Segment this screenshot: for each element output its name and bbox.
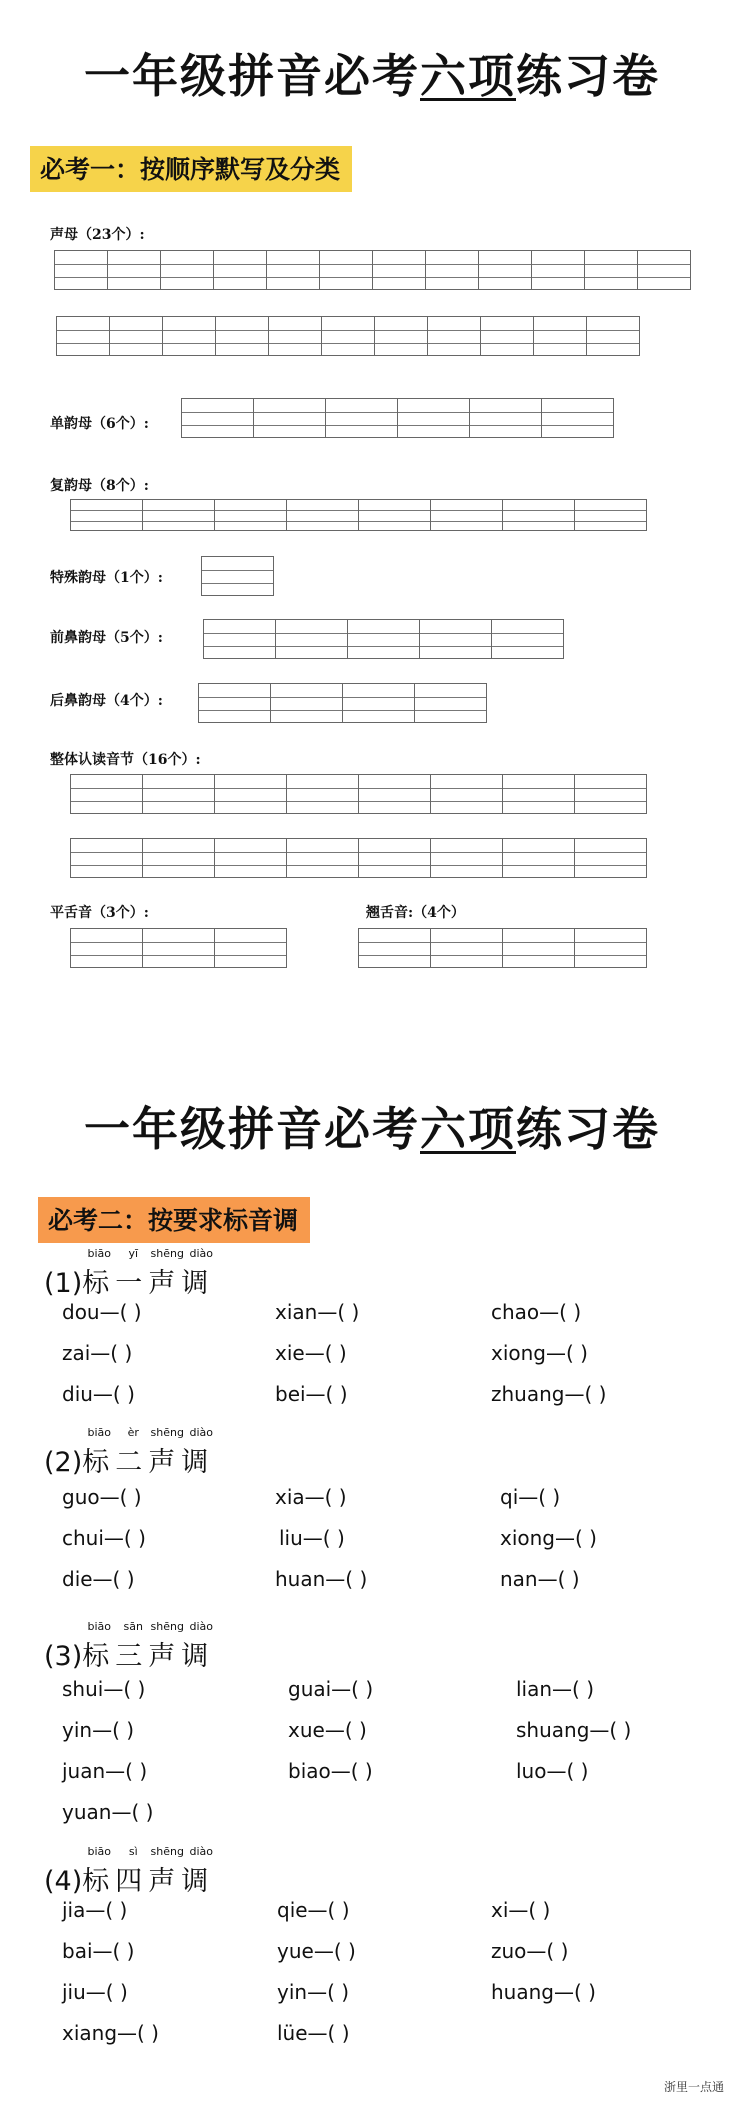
writing-cell[interactable] (142, 928, 215, 968)
tone-item[interactable]: lüe—( ) (277, 2021, 350, 2045)
grid-danyunmu[interactable] (181, 398, 613, 438)
section-number: (2) (44, 1447, 83, 1478)
writing-cell[interactable] (342, 683, 415, 723)
tone-item[interactable]: lian—( ) (516, 1677, 595, 1701)
writing-cell[interactable] (214, 774, 287, 814)
writing-cell[interactable] (214, 838, 287, 878)
tone-item[interactable]: yuan—( ) (62, 1800, 154, 1824)
writing-cell[interactable] (107, 250, 161, 290)
grid-fuyunmu[interactable] (70, 499, 646, 531)
writing-cell[interactable] (270, 683, 343, 723)
label-danyunmu: 单韵母（6个）: (50, 416, 149, 432)
tone-item[interactable]: qi—( ) (500, 1485, 561, 1509)
writing-cell[interactable] (637, 250, 691, 290)
tone-item[interactable]: xia—( ) (275, 1485, 347, 1509)
label-shengmu: 声母（23个）: (50, 227, 145, 243)
section-number: (4) (44, 1866, 83, 1897)
writing-cell[interactable] (198, 683, 271, 723)
label-qianbi: 前鼻韵母（5个）: (50, 630, 163, 646)
writing-cell[interactable] (430, 499, 503, 531)
tone-item[interactable]: qie—( ) (277, 1898, 350, 1922)
writing-cell[interactable] (70, 838, 143, 878)
writing-cell[interactable] (584, 250, 638, 290)
writing-cell[interactable] (142, 838, 215, 878)
writing-cell[interactable] (319, 250, 373, 290)
tone-item[interactable]: zai—( ) (62, 1341, 133, 1365)
pinyin-annotation: biāo èr shēng diào (87, 1426, 213, 1439)
writing-cell[interactable] (142, 774, 215, 814)
footer-watermark: 浙里一点通 (664, 2080, 725, 2094)
tone-item[interactable]: chui—( ) (62, 1526, 146, 1550)
section-number: (1) (44, 1268, 83, 1299)
tone-item[interactable]: dou—( ) (62, 1300, 142, 1324)
label-fuyunmu: 复韵母（8个）: (50, 478, 149, 494)
writing-cell[interactable] (201, 556, 274, 596)
writing-cell[interactable] (374, 316, 428, 356)
tone-item[interactable]: biao—( ) (288, 1759, 373, 1783)
writing-cell[interactable] (425, 250, 479, 290)
writing-cell[interactable] (372, 250, 426, 290)
writing-cell[interactable] (286, 499, 359, 531)
tone-item[interactable]: yin—( ) (277, 1980, 350, 2004)
writing-cell[interactable] (478, 250, 532, 290)
writing-cell[interactable] (214, 928, 287, 968)
tone-item[interactable]: liu—( ) (279, 1526, 345, 1550)
label-teshu: 特殊韵母（1个）: (50, 570, 163, 586)
tone-item[interactable]: guai—( ) (288, 1677, 374, 1701)
writing-cell[interactable] (574, 838, 647, 878)
writing-cell[interactable] (397, 398, 470, 438)
grid-pingshe[interactable] (70, 928, 286, 968)
writing-cell[interactable] (419, 619, 492, 659)
section-badge-1: 必考一：按顺序默写及分类 (30, 146, 352, 192)
tone-item[interactable]: xue—( ) (288, 1718, 367, 1742)
writing-cell[interactable] (430, 838, 503, 878)
label-qiaoshe: 翘舌音:（4个） (366, 905, 465, 921)
grid-qiaoshe[interactable] (358, 928, 646, 968)
tone-item[interactable]: zuo—( ) (491, 1939, 569, 1963)
writing-cell[interactable] (286, 838, 359, 878)
title-underlined: 六项 (420, 49, 516, 103)
writing-cell[interactable] (491, 619, 564, 659)
tone-item[interactable]: die—( ) (62, 1567, 135, 1591)
writing-cell[interactable] (414, 683, 487, 723)
section-header-1 (44, 1247, 215, 1300)
grid-qianbi[interactable] (203, 619, 563, 659)
tone-item[interactable]: xie—( ) (275, 1341, 347, 1365)
label-houbi: 后鼻韵母（4个）: (50, 693, 163, 709)
tone-item[interactable]: huang—( ) (491, 1980, 596, 2004)
writing-cell[interactable] (574, 774, 647, 814)
title-underlined: 六项 (420, 1102, 516, 1156)
section-heading: 标一声调 (82, 1268, 215, 1299)
section-heading: 标三声调 (82, 1641, 215, 1672)
writing-cell[interactable] (502, 499, 575, 531)
writing-cell[interactable] (70, 774, 143, 814)
writing-cell[interactable] (469, 398, 542, 438)
writing-cell[interactable] (541, 398, 614, 438)
label-zhengti: 整体认读音节（16个）: (50, 752, 201, 768)
writing-cell[interactable] (56, 316, 110, 356)
tone-item[interactable]: zhuang—( ) (491, 1382, 607, 1406)
label-pingshe: 平舌音（3个）: (50, 905, 149, 921)
writing-cell[interactable] (109, 316, 163, 356)
tone-item[interactable]: jiu—( ) (62, 1980, 128, 2004)
writing-cell[interactable] (286, 774, 359, 814)
tone-item[interactable]: huan—( ) (275, 1567, 368, 1591)
writing-cell[interactable] (502, 928, 575, 968)
writing-cell[interactable] (430, 928, 503, 968)
writing-cell[interactable] (430, 774, 503, 814)
grid-zhengti-row1[interactable] (70, 774, 646, 814)
writing-cell[interactable] (347, 619, 420, 659)
writing-cell[interactable] (574, 928, 647, 968)
writing-cell[interactable] (162, 316, 216, 356)
page-title-2: 一年级拼音必考六项练习卷 (84, 1102, 660, 1156)
tone-item[interactable]: xiang—( ) (62, 2021, 159, 2045)
writing-cell[interactable] (181, 398, 254, 438)
section-badge-2: 必考二：按要求标音调 (38, 1197, 310, 1243)
tone-item[interactable]: xiong—( ) (491, 1341, 588, 1365)
writing-cell[interactable] (574, 499, 647, 531)
writing-cell[interactable] (427, 316, 481, 356)
tone-item[interactable]: bei—( ) (275, 1382, 348, 1406)
tone-item[interactable]: diu—( ) (62, 1382, 135, 1406)
writing-cell[interactable] (70, 499, 143, 531)
writing-cell[interactable] (502, 838, 575, 878)
writing-cell[interactable] (160, 250, 214, 290)
grid-houbi[interactable] (198, 683, 486, 723)
tone-item[interactable]: luo—( ) (516, 1759, 589, 1783)
writing-cell[interactable] (54, 250, 108, 290)
writing-cell[interactable] (213, 250, 267, 290)
page-title-1: 一年级拼音必考六项练习卷 (84, 49, 660, 103)
pinyin-annotation: biāo yī shēng diào (87, 1247, 213, 1260)
grid-teshu[interactable] (201, 556, 273, 596)
section-heading: 标四声调 (82, 1866, 215, 1897)
writing-cell[interactable] (358, 928, 431, 968)
writing-cell[interactable] (502, 774, 575, 814)
section-header-4 (44, 1845, 215, 1898)
writing-cell[interactable] (203, 619, 276, 659)
writing-cell[interactable] (275, 619, 348, 659)
tone-item[interactable]: nan—( ) (500, 1567, 580, 1591)
section-number: (3) (44, 1641, 83, 1672)
writing-cell[interactable] (70, 928, 143, 968)
writing-cell[interactable] (325, 398, 398, 438)
grid-zhengti-row2[interactable] (70, 838, 646, 878)
grid-shengmu-row2[interactable] (56, 316, 639, 356)
writing-cell[interactable] (358, 499, 431, 531)
writing-cell[interactable] (586, 316, 640, 356)
writing-cell[interactable] (266, 250, 320, 290)
writing-cell[interactable] (253, 398, 326, 438)
writing-cell[interactable] (321, 316, 375, 356)
writing-cell[interactable] (358, 838, 431, 878)
writing-cell[interactable] (215, 316, 269, 356)
tone-item[interactable]: xi—( ) (491, 1898, 551, 1922)
section-header-3 (44, 1620, 215, 1673)
tone-item[interactable]: xian—( ) (275, 1300, 360, 1324)
writing-cell[interactable] (531, 250, 585, 290)
writing-cell[interactable] (268, 316, 322, 356)
writing-cell[interactable] (214, 499, 287, 531)
writing-cell[interactable] (533, 316, 587, 356)
tone-item[interactable]: yin—( ) (62, 1718, 135, 1742)
section-header-2 (44, 1426, 215, 1479)
grid-shengmu-row1[interactable] (54, 250, 690, 290)
tone-item[interactable]: chao—( ) (491, 1300, 582, 1324)
writing-cell[interactable] (142, 499, 215, 531)
tone-item[interactable]: guo—( ) (62, 1485, 142, 1509)
tone-item[interactable]: bai—( ) (62, 1939, 135, 1963)
writing-cell[interactable] (480, 316, 534, 356)
tone-item[interactable]: shui—( ) (62, 1677, 146, 1701)
tone-item[interactable]: shuang—( ) (516, 1718, 632, 1742)
pinyin-annotation: biāo sān shēng diào (87, 1620, 213, 1633)
pinyin-annotation: biāo sì shēng diào (87, 1845, 213, 1858)
tone-item[interactable]: juan—( ) (62, 1759, 148, 1783)
writing-cell[interactable] (358, 774, 431, 814)
tone-item[interactable]: jia—( ) (62, 1898, 128, 1922)
section-heading: 标二声调 (82, 1447, 215, 1478)
tone-item[interactable]: xiong—( ) (500, 1526, 597, 1550)
tone-item[interactable]: yue—( ) (277, 1939, 356, 1963)
